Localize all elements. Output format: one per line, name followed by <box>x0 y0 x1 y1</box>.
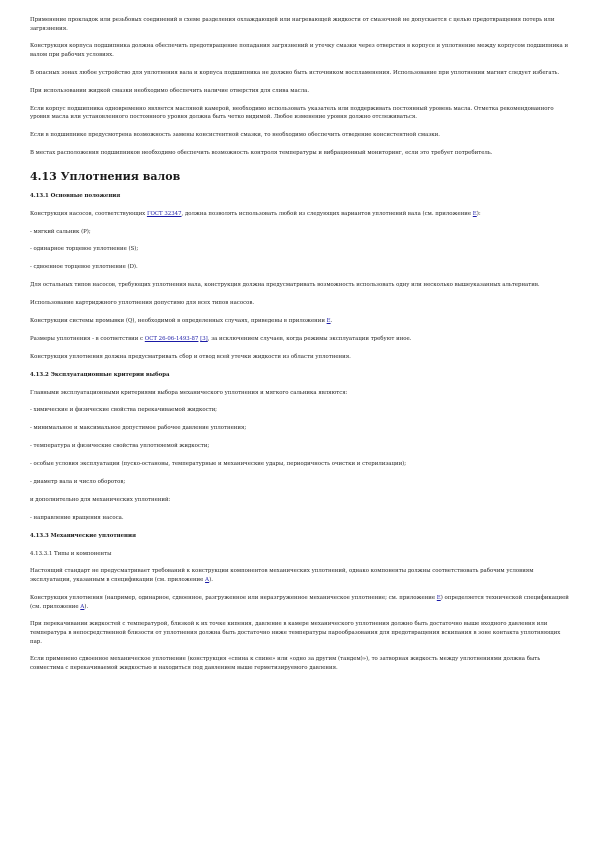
gost-link[interactable]: ГОСТ 32347 <box>146 210 182 217</box>
document-page <box>30 16 570 682</box>
list-item: - минимальное и максимальное допустимое рабочее давление уплотнения; <box>30 425 247 432</box>
subsection-heading: 4.13.1 Основные положения <box>30 192 121 199</box>
appendix-link[interactable]: А <box>205 577 210 584</box>
list-item: - мягкий сальник (P); <box>30 228 91 235</box>
list-item: - температура и физические свойства уплотняемой жидкости; <box>30 443 210 450</box>
text: ). <box>84 603 89 610</box>
text: ). <box>209 577 213 584</box>
paragraph <box>30 335 570 344</box>
paragraph: Если корпус подшипника одновременно является масляной камерой, необходимо использовать указатель или поддерживать постоянный уровень масла. Отметка рекомендованного уровня масла или установленного постоянного уровня должна быть четко видимой. Любое изменение уровня должно отслеживаться. <box>30 105 554 121</box>
appendix-link[interactable]: Е <box>326 317 331 324</box>
list-item: - диаметр вала и число оборотов; <box>30 478 126 485</box>
list-item: - направление вращения насоса. <box>30 514 124 521</box>
paragraph: Конструкция корпуса подшипника должна обеспечить предотвращение попадания загрязнений и утечку смазки через отверстия в корпусе и уплотнение между корпусом подшипника и валом при рабочих условиях. <box>30 43 569 59</box>
text: Конструкция уплотнения (например, одинарное, сдвоенное, разгруженное или неразгруженное механическое уплотнение; см. приложение <box>30 594 437 601</box>
appendix-link[interactable]: А <box>80 603 85 610</box>
text: Конструкция насосов, соответствующих <box>30 210 147 217</box>
text: ) определяется технической спецификацией (см. приложение <box>30 594 569 610</box>
paragraph <box>30 317 570 326</box>
paragraph <box>30 567 570 584</box>
text: Конструкции системы промывки (Q), необходимой в определенных случаях, приведены в приложении <box>30 317 327 324</box>
paragraph: При использовании жидкой смазки необходимо обеспечить наличие отверстия для слива масла. <box>30 87 310 94</box>
paragraph: Если применено сдвоенное механическое уплотнение (конструкция «спина к спине» или «одно за другим (тандем)»), то затворная жидкость между уплотнениями должна быть совместима с перекачиваемой жидкостью и находиться под давлением выше герметизируемого давления. <box>30 656 541 672</box>
paragraph: В местах расположения подшипников необходимо обеспечить возможность контроля температуры и вибрационный мониторинг, если это требует потребитель. <box>30 150 493 157</box>
list-item: - химические и физические свойства перекачиваемой жидкости; <box>30 407 217 414</box>
list-item: - одинарное торцевое уплотнение (S); <box>30 246 139 253</box>
paragraph: Главными эксплуатационными критериями выбора механического уплотнения и мягкого сальника являются: <box>30 389 348 396</box>
ost-link[interactable]: ОСТ 26-06-1493-87 <box>144 335 199 342</box>
section-heading: 4.13 Уплотнения валов <box>30 169 181 183</box>
text: Настоящий стандарт не предусматривает требований к конструкции компонентов механических уплотнений, однако компоненты должны соответствовать рабочим условиям эксплуатации, указанным в спецификации (см. приложение <box>30 568 534 584</box>
paragraph: Конструкция уплотнения должна предусматривать сбор и отвод всей утечки жидкости из области уплотнения. <box>30 353 351 360</box>
paragraph: В опасных зонах любое устройство для уплотнения вала и корпуса подшипника не должно быть источником воспламенения. Использование при уплотнении магнит следует избегать. <box>30 69 560 76</box>
paragraph <box>30 210 570 219</box>
reference-link[interactable]: [3] <box>200 335 208 342</box>
paragraph: Если в подшипнике предусмотрена возможность замены консистентной смазки, то необходимо обеспечить отведение консистентной смазки. <box>30 132 440 139</box>
paragraph: Использование картриджного уплотнения допустимо для всех типов насосов. <box>30 300 255 307</box>
paragraph: и дополнительно для механических уплотнений: <box>30 496 171 503</box>
appendix-link[interactable]: Е <box>472 210 477 217</box>
appendix-link[interactable]: Е <box>436 594 441 601</box>
text: , должна позволять использовать любой из следующих вариантов уплотнений вала (см. приложение <box>181 210 473 217</box>
list-item: - особые условия эксплуатации (пуско-остановы, температурные и механические удары, периодичность очистки и стерилизации); <box>30 461 407 468</box>
text: , за исключением случаев, когда режимы эксплуатации требуют иное. <box>207 335 412 342</box>
paragraph: Применение прокладок или резьбовых соединений в схеме разделения охлаждающей или нагревающей жидкости от смазочной не допускается с целью предотвращения потерь или загрязнения. <box>30 17 555 32</box>
subsection-heading: 4.13.3 Механические уплотнения <box>30 532 136 539</box>
paragraph: При перекачивании жидкостей с температурой, близкой к их точке кипения, давление в камере механического уплотнения должно быть достаточно выше входного давления или температура в непосредственной близости от уплотнения должна быть достаточно ниже температуры парообразования для предотвращения вскипания в зоне контакта уплотняющих пар. <box>30 621 561 645</box>
paragraph: Для остальных типов насосов, требующих уплотнения вала, конструкция должна предусматривать возможность использовать одну или несколько вышеуказанных альтернатив. <box>30 282 540 289</box>
subsection-heading: 4.13.3.1 Типы и компоненты <box>30 550 112 557</box>
text: . <box>330 317 333 324</box>
subsection-heading: 4.13.2 Эксплуатационные критерии выбора <box>30 371 170 378</box>
list-item: - сдвоенное торцевое уплотнение (D). <box>30 264 138 271</box>
paragraph <box>30 594 570 611</box>
text: ): <box>476 210 481 217</box>
text: Размеры уплотнения - в соответствии с <box>30 335 145 342</box>
